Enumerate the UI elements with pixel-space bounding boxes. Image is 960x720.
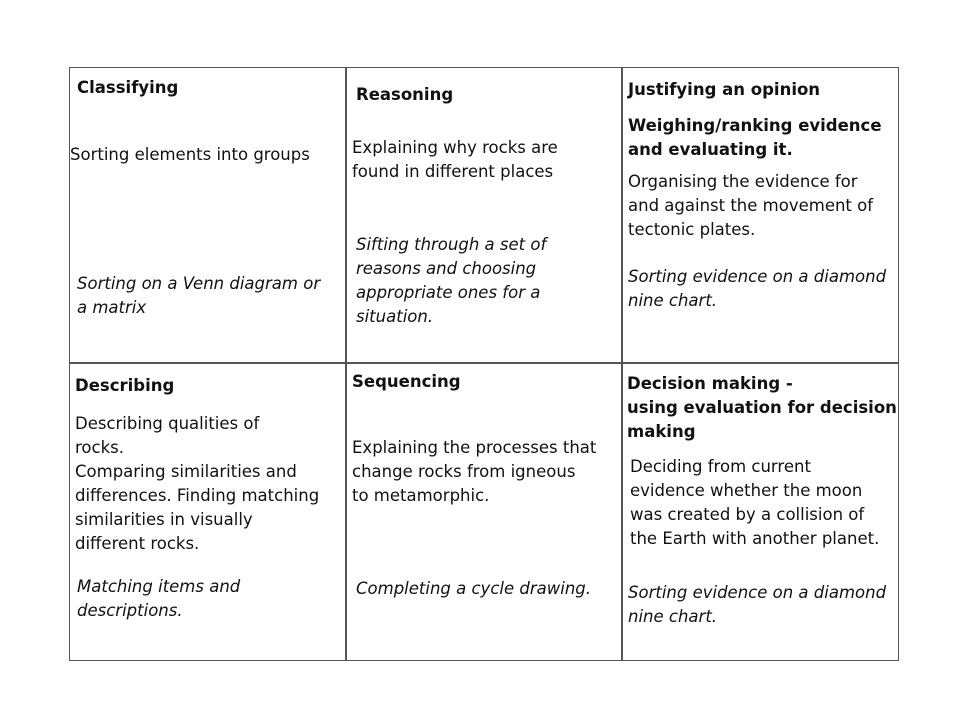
justifying-subheading-line: and evaluating it.: [628, 140, 793, 159]
describing-body-line: differences. Finding matching: [75, 486, 320, 505]
column-divider: [345, 68, 347, 660]
row-divider: [70, 362, 898, 364]
reasoning-body-line: Explaining why rocks are: [352, 138, 558, 157]
decision-heading-line: Decision making -: [627, 374, 793, 393]
sequencing-example: Completing a cycle drawing.: [356, 579, 591, 598]
describing-heading: Describing: [75, 376, 175, 395]
sequencing-body-line: to metamorphic.: [352, 486, 490, 505]
reasoning-example-line: situation.: [356, 307, 434, 326]
describing-body-line: different rocks.: [75, 534, 200, 553]
describing-body-line: rocks.: [75, 438, 124, 457]
decision-heading-line: making: [627, 422, 696, 441]
sequencing-heading: Sequencing: [352, 372, 461, 391]
decision-body-line: was created by a collision of: [630, 505, 865, 524]
justifying-example-line: nine chart.: [628, 291, 718, 310]
justifying-body-line: Organising the evidence for: [628, 172, 858, 191]
justifying-subheading-line: Weighing/ranking evidence: [628, 116, 882, 135]
reasoning-example-line: appropriate ones for a: [356, 283, 541, 302]
decision-body-line: Deciding from current: [630, 457, 811, 476]
decision-heading-line: using evaluation for decision: [627, 398, 897, 417]
classifying-example-line: Sorting on a Venn diagram or: [77, 274, 321, 293]
justifying-body-line: tectonic plates.: [628, 220, 756, 239]
decision-example-line: Sorting evidence on a diamond: [628, 583, 887, 602]
describing-example-line: Matching items and: [77, 577, 241, 596]
reasoning-example-line: Sifting through a set of: [356, 235, 547, 254]
reasoning-body-line: found in different places: [352, 162, 554, 181]
sequencing-body-line: Explaining the processes that: [352, 438, 597, 457]
justifying-heading: Justifying an opinion: [628, 80, 821, 99]
decision-example-line: nine chart.: [628, 607, 718, 626]
reasoning-example-line: reasons and choosing: [356, 259, 537, 278]
decision-body-line: the Earth with another planet.: [630, 529, 880, 548]
sequencing-body-line: change rocks from igneous: [352, 462, 576, 481]
classifying-heading: Classifying: [77, 78, 179, 97]
decision-body-line: evidence whether the moon: [630, 481, 863, 500]
classifying-body: Sorting elements into groups: [70, 145, 310, 164]
classifying-example-line: a matrix: [77, 298, 147, 317]
reasoning-heading: Reasoning: [356, 85, 454, 104]
justifying-body-line: and against the movement of: [628, 196, 874, 215]
describing-body-line: similarities in visually: [75, 510, 253, 529]
justifying-example-line: Sorting evidence on a diamond: [628, 267, 887, 286]
describing-body-line: Describing qualities of: [75, 414, 260, 433]
column-divider: [621, 68, 623, 660]
describing-body-line: Comparing similarities and: [75, 462, 297, 481]
describing-example-line: descriptions.: [77, 601, 183, 620]
